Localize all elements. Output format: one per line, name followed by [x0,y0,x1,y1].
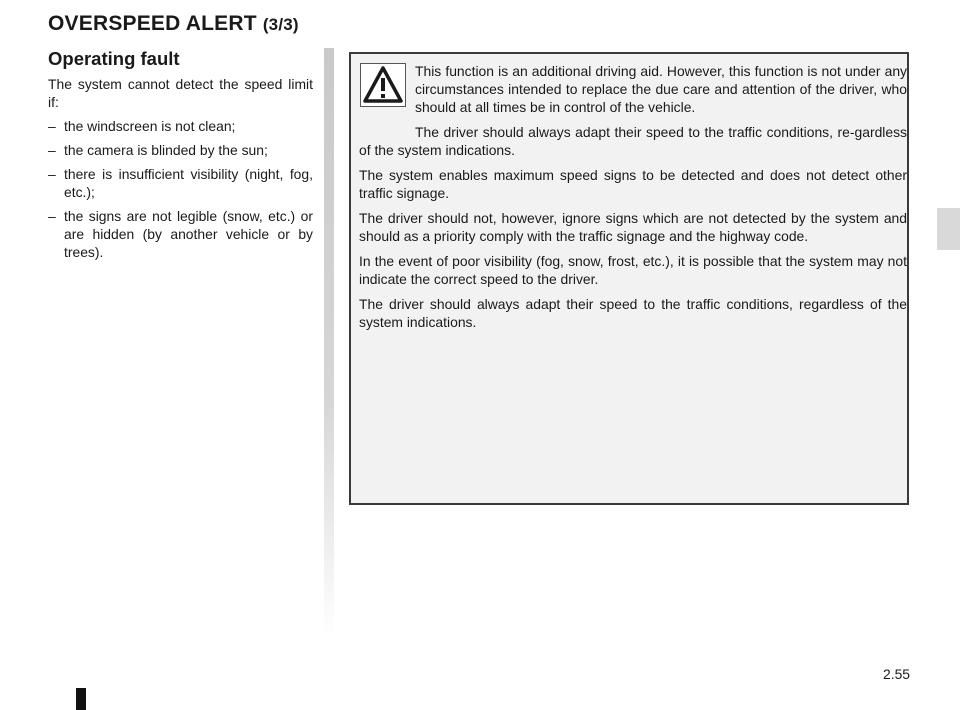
condition-list [48,117,313,261]
list-item-text: there is insufficient visibility (night, fog, etc.); [64,166,313,200]
list-item-text: the windscreen is not clean; [64,118,236,134]
page-title-suffix: (3/3) [262,15,299,34]
list-dash: – [48,208,56,224]
column-divider [324,48,334,638]
list-item [48,117,313,135]
warning-paragraph: In the event of poor visibility (fog, snow, frost, etc.), it is possible that the system may not indicate the correct speed to the driver. [359,253,907,287]
list-item-text: the signs are not legible (snow, etc.) or are hidden (by another vehicle or by trees). [64,208,313,260]
warning-paragraph: This function is an additional driving aid. However, this function is not under any circumstances intended to replace the due care and attention of the driver, who should at all times be in control of the vehicle. [415,63,907,115]
warning-box [349,52,909,505]
section-heading: Operating fault [48,48,180,69]
page-number: 2.55 [883,666,911,682]
list-dash: – [48,142,56,158]
left-column [48,75,313,267]
warning-paragraph: The driver should not, however, ignore signs which are not detected by the system and should as a priority comply with the traffic signage and the highway code. [359,210,907,244]
list-item [48,165,313,201]
list-dash: – [48,118,56,134]
intro-text: The system cannot detect the speed limit if: [48,76,313,110]
list-item [48,207,313,261]
warning-text [359,62,907,338]
warning-paragraph: The driver should always adapt their speed to the traffic conditions, regardless of the system indications. [359,296,907,330]
list-dash: – [48,166,56,182]
list-item-text: the camera is blinded by the sun; [64,142,268,158]
page-title [48,12,299,36]
warning-paragraph: The driver should always adapt their speed to the traffic conditions, re-gardless of the system indications. [359,124,907,158]
page-title-text: OVERSPEED ALERT [48,12,257,35]
icon-spacer [359,62,415,110]
corner-mark [76,688,86,710]
chapter-side-tab [937,208,960,250]
list-item [48,141,313,159]
warning-paragraph: The system enables maximum speed signs to be detected and does not detect other traffic signage. [359,167,907,201]
